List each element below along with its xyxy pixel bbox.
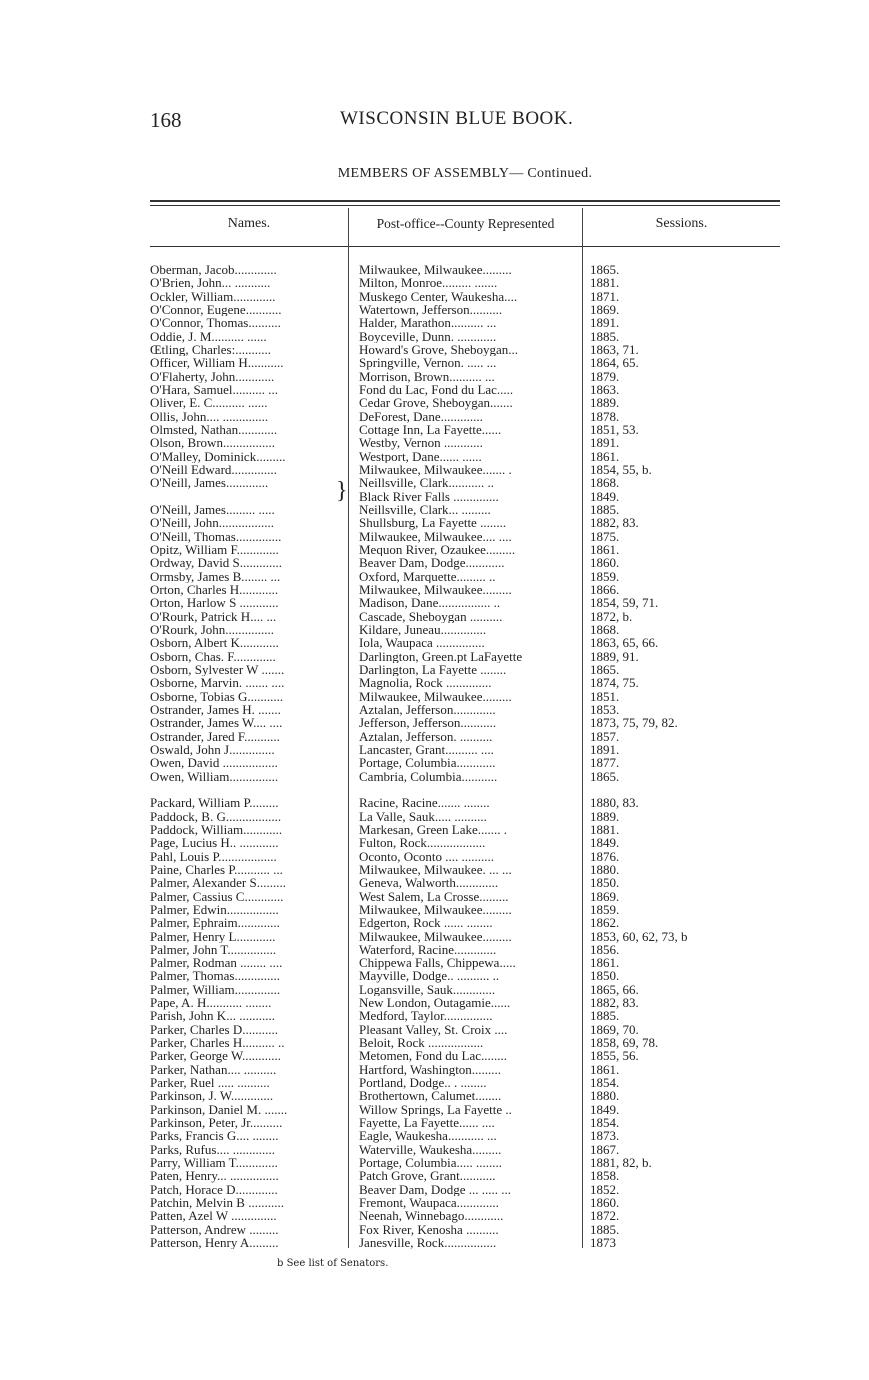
member-sessions: 1849. <box>590 489 620 504</box>
member-post-office: Milwaukee, Milwaukee....... . <box>359 462 512 477</box>
member-name: Ostrander, James H. ....... <box>150 702 281 717</box>
member-name: Ormsby, James B........ ... <box>150 569 281 583</box>
member-post-office: Pleasant Valley, St. Croix .... <box>359 1022 508 1037</box>
member-sessions: 1871. <box>590 289 620 304</box>
member-post-office: Magnolia, Rock .............. <box>359 676 492 690</box>
member-name: Patch, Horace D............. <box>150 1182 278 1197</box>
member-sessions: 1860. <box>590 556 620 570</box>
member-sessions: 1885. <box>590 1009 620 1023</box>
member-sessions: 1856. <box>590 942 620 957</box>
member-sessions: 1853, 60, 62, 73, b <box>590 929 688 943</box>
member-post-office: Cottage Inn, La Fayette...... <box>359 422 502 437</box>
member-name: Oliver, E. C.......... ...... <box>150 396 268 410</box>
member-name: O'Neill, James............. <box>150 476 269 490</box>
member-post-office: Darlington, Green.pt LaFayette <box>359 649 523 663</box>
member-sessions: 1868. <box>590 622 620 637</box>
member-name: Parkinson, Daniel M. ....... <box>150 1102 288 1117</box>
member-sessions: 1881. <box>590 822 620 837</box>
member-sessions: 1851. <box>590 689 620 703</box>
page-number: 168 <box>150 108 182 132</box>
column-header-sessions: Sessions. <box>655 216 708 231</box>
member-sessions: 1872. <box>590 1209 620 1223</box>
member-name: Orton, Charles H............ <box>150 582 279 597</box>
footnote: b See list of Senators. <box>277 1258 389 1269</box>
member-post-office: Fulton, Rock.................. <box>359 836 486 850</box>
member-sessions: 1861. <box>590 956 620 970</box>
member-sessions: 1880. <box>590 1089 620 1103</box>
member-name: Osborn, Chas. F............. <box>150 649 276 663</box>
member-sessions: 1862. <box>590 916 620 930</box>
member-name: Ordway, David S............. <box>150 556 283 570</box>
member-sessions: 1851, 53. <box>590 422 639 437</box>
member-post-office: Fayette, La Fayette...... .... <box>359 1116 495 1130</box>
member-sessions: 1889, 91. <box>590 649 639 663</box>
top-rule <box>150 200 780 202</box>
member-post-office: Kildare, Juneau.............. <box>359 622 487 637</box>
member-post-office: Brothertown, Calumet........ <box>359 1089 502 1103</box>
member-name: Opitz, William F............. <box>150 542 279 557</box>
member-name: Packard, William P......... <box>150 796 279 810</box>
member-sessions: 1877. <box>590 756 620 770</box>
top-rule-thin <box>150 205 780 206</box>
member-post-office: Milton, Monroe......... ....... <box>359 276 498 290</box>
member-post-office: West Salem, La Crosse......... <box>359 889 509 903</box>
member-sessions: 1867. <box>590 1142 620 1157</box>
member-post-office: Cascade, Sheboygan .......... <box>359 609 503 623</box>
member-name: O'Connor, Eugene........... <box>150 302 282 317</box>
member-sessions: 1865. <box>590 769 620 783</box>
member-name: Paine, Charles P........... ... <box>150 862 283 877</box>
member-name: Palmer, Cassius C............ <box>150 889 284 903</box>
member-post-office: Mayville, Dodge.. .......... .. <box>359 969 500 983</box>
member-post-office: Aztalan, Jefferson. .......... <box>359 729 493 743</box>
member-name: Palmer, Edwin................ <box>150 902 279 917</box>
member-name: Owen, David ................. <box>150 756 278 770</box>
member-sessions: 1882, 83. <box>590 996 639 1010</box>
member-name: Osborn, Albert K............ <box>150 636 279 650</box>
member-post-office: Milwaukee, Milwaukee......... <box>359 689 512 703</box>
member-post-office: Markesan, Green Lake....... . <box>359 822 507 837</box>
member-post-office: Chippewa Falls, Chippewa..... <box>359 956 516 970</box>
member-name: Ockler, William............. <box>150 289 276 304</box>
member-name: Parker, Charles H.......... .. <box>150 1036 285 1050</box>
member-sessions: 1852. <box>590 1182 620 1197</box>
member-sessions: 1875. <box>590 529 620 543</box>
member-post-office: Oconto, Oconto .... .......... <box>359 849 495 863</box>
member-post-office: Iola, Waupaca ............... <box>359 636 485 650</box>
column-header-post-office: Post-office--County Represented <box>376 216 555 231</box>
member-name: Paddock, William............ <box>150 822 283 837</box>
member-name: Parry, William T............. <box>150 1156 278 1170</box>
member-sessions: 1873. <box>590 1129 620 1143</box>
member-post-office: New London, Outagamie...... <box>359 996 511 1010</box>
member-post-office: Aztalan, Jefferson............. <box>359 702 496 717</box>
member-post-office: Cedar Grove, Sheboygan....... <box>359 396 513 410</box>
member-name: Patterson, Andrew ......... <box>150 1222 279 1237</box>
member-sessions: 1891. <box>590 436 620 450</box>
member-post-office: Neillsville, Clark........... .. <box>359 476 495 490</box>
member-sessions: 1868. <box>590 476 620 490</box>
member-name: Parish, John K... ........... <box>150 1009 275 1023</box>
member-name: Pape, A. H........... ........ <box>150 996 272 1010</box>
member-name: Palmer, Rodman ........ .... <box>150 956 283 970</box>
member-post-office: Darlington, La Fayette ........ <box>359 662 507 677</box>
member-post-office: Edgerton, Rock ...... ........ <box>359 916 493 930</box>
member-post-office: Oxford, Marquette......... .. <box>359 569 496 583</box>
member-sessions: 1861. <box>590 542 620 557</box>
member-name: O'Neill Edward.............. <box>150 462 277 477</box>
member-sessions: 1860. <box>590 1196 620 1210</box>
member-sessions: 1863, 65, 66. <box>590 636 659 650</box>
member-post-office: Portage, Columbia............ <box>359 756 496 770</box>
member-sessions: 1869, 70. <box>590 1022 639 1037</box>
member-sessions: 1873 <box>590 1236 616 1250</box>
member-post-office: Morrison, Brown.......... ... <box>359 369 495 384</box>
member-post-office: Metomen, Fond du Lac........ <box>359 1049 508 1063</box>
member-sessions: 1866. <box>590 582 620 597</box>
member-post-office: Patch Grove, Grant........... <box>359 1169 496 1183</box>
member-sessions: 1864, 65. <box>590 356 639 370</box>
member-name: Palmer, William.............. <box>150 982 281 997</box>
member-sessions: 1885. <box>590 329 620 344</box>
member-name: O'Neill, Thomas.............. <box>150 529 282 543</box>
member-sessions: 1863. <box>590 382 620 397</box>
member-name: Parkinson, Peter, Jr.......... <box>150 1116 283 1130</box>
member-name: Palmer, John T............... <box>150 942 277 957</box>
member-post-office: Janesville, Rock................ <box>359 1236 497 1250</box>
member-post-office: Howard's Grove, Sheboygan... <box>359 342 519 357</box>
member-sessions: 1855, 56. <box>590 1049 639 1063</box>
member-name: Palmer, Henry L............ <box>150 929 276 943</box>
member-post-office: Medford, Taylor............... <box>359 1009 493 1023</box>
book-title: WISCONSIN BLUE BOOK. <box>340 108 574 129</box>
member-sessions: 1880, 83. <box>590 796 639 810</box>
member-name: Osborn, Sylvester W ....... <box>150 662 285 677</box>
member-sessions: 1869. <box>590 889 620 903</box>
member-post-office: Waterford, Racine............. <box>359 942 497 957</box>
member-sessions: 1858. <box>590 1169 620 1183</box>
member-post-office: Milwaukee, Milwaukee......... <box>359 582 512 597</box>
member-post-office: Madison, Dane................ .. <box>359 596 501 610</box>
member-name: Ostrander, James W.... .... <box>150 716 283 730</box>
member-post-office: Black River Falls .............. <box>359 489 499 504</box>
member-sessions: 1882, 83. <box>590 516 639 530</box>
member-sessions: 1880. <box>590 862 620 877</box>
member-name: Paten, Henry... ............... <box>150 1169 279 1183</box>
member-sessions: 1849. <box>590 836 620 850</box>
member-post-office: Fond du Lac, Fond du Lac..... <box>359 382 514 397</box>
member-name: Parks, Rufus.... ............. <box>150 1142 275 1157</box>
member-sessions: 1854, 59, 71. <box>590 596 659 610</box>
member-post-office: Jefferson, Jefferson........... <box>359 716 497 730</box>
member-post-office: Boyceville, Dunn. ............ <box>359 329 497 344</box>
member-name: O'Rourk, John............... <box>150 622 275 637</box>
member-name: Parks, Francis G.... ........ <box>150 1129 279 1143</box>
member-post-office: Milwaukee, Milwaukee......... <box>359 929 512 943</box>
member-sessions: 1854. <box>590 1116 620 1130</box>
member-post-office: Milwaukee, Milwaukee......... <box>359 902 512 917</box>
member-post-office: Beaver Dam, Dodge ... ..... ... <box>359 1182 511 1197</box>
member-sessions: 1861. <box>590 449 620 464</box>
member-post-office: Westby, Vernon ............ <box>359 436 483 450</box>
member-name: O'Hara, Samuel.......... ... <box>150 382 278 397</box>
member-name: Ollis, John.... .............. <box>150 409 269 424</box>
member-name: Oddie, J. M.......... ...... <box>150 329 267 344</box>
member-sessions: 1857. <box>590 729 620 743</box>
member-sessions: 1881, 82, b. <box>590 1156 652 1170</box>
member-name: Œtling, Charles:........... <box>150 342 271 357</box>
column-divider-2 <box>582 208 583 1248</box>
member-sessions: 1879. <box>590 369 620 384</box>
member-post-office: Racine, Racine....... ........ <box>359 796 490 810</box>
member-name: Palmer, Ephraim............. <box>150 916 280 930</box>
member-name: O'Rourk, Patrick H.... ... <box>150 609 277 623</box>
column-divider-1 <box>348 208 349 1248</box>
member-name: Page, Lucius H.. ............ <box>150 836 279 850</box>
member-sessions: 1850. <box>590 969 620 983</box>
member-name: O'Malley, Dominick......... <box>150 449 286 464</box>
member-post-office: Beaver Dam, Dodge............ <box>359 556 505 570</box>
member-post-office: Portland, Dodge.. . ........ <box>359 1076 487 1090</box>
member-name: O'Brien, John... ........... <box>150 276 271 290</box>
member-name: Olson, Brown................ <box>150 436 275 450</box>
member-name: Palmer, Thomas.............. <box>150 969 280 983</box>
member-post-office: Portage, Columbia..... ........ <box>359 1156 502 1170</box>
member-post-office: Neenah, Winnebago............ <box>359 1209 504 1223</box>
member-sessions: 1853. <box>590 702 620 717</box>
member-name: Osborne, Tobias G........... <box>150 689 284 703</box>
member-name: Officer, William H........... <box>150 356 284 370</box>
member-post-office: Fox River, Kenosha .......... <box>359 1222 499 1237</box>
page-header <box>150 108 780 136</box>
member-post-office: Shullsburg, La Fayette ........ <box>359 516 507 530</box>
member-post-office: Milwaukee, Milwaukee......... <box>359 263 512 277</box>
member-sessions: 1854, 55, b. <box>590 462 652 477</box>
member-post-office: Fremont, Waupaca............. <box>359 1196 499 1210</box>
member-sessions: 1865. <box>590 662 620 677</box>
member-sessions: 1859. <box>590 569 620 583</box>
member-name: Patten, Azel W .............. <box>150 1209 277 1223</box>
member-sessions: 1889. <box>590 809 620 823</box>
member-name: Patterson, Henry A......... <box>150 1236 279 1250</box>
header-rule <box>150 246 780 247</box>
member-sessions: 1869. <box>590 302 620 317</box>
member-name: Oberman, Jacob............. <box>150 263 277 277</box>
member-sessions: 1854. <box>590 1076 620 1090</box>
member-name: Olmsted, Nathan............ <box>150 422 278 437</box>
member-name: Parker, Nathan.... .......... <box>150 1062 277 1077</box>
member-sessions: 1863, 71. <box>590 342 639 357</box>
member-post-office: Springville, Vernon. ..... ... <box>359 356 497 370</box>
member-post-office: Milwaukee, Milwaukee.... .... <box>359 529 512 543</box>
member-name: Parker, Ruel ..... .......... <box>150 1076 270 1090</box>
member-post-office: Mequon River, Ozaukee......... <box>359 542 516 557</box>
member-post-office: Lancaster, Grant.......... .... <box>359 742 494 757</box>
member-name: O'Neill, John................. <box>150 516 275 530</box>
member-sessions: 1891. <box>590 316 620 330</box>
member-sessions: 1885. <box>590 1222 620 1237</box>
member-post-office: Waterville, Waukesha......... <box>359 1142 502 1157</box>
member-post-office: Logansville, Sauk............. <box>359 982 496 997</box>
member-post-office: Watertown, Jefferson.......... <box>359 302 503 317</box>
member-name: Ostrander, Jared F........... <box>150 729 280 743</box>
member-name: Osborne, Marvin. ....... .... <box>150 676 285 690</box>
member-name: Paddock, B. G................. <box>150 809 282 823</box>
member-sessions: 1874, 75. <box>590 676 639 690</box>
member-post-office: Eagle, Waukesha........... ... <box>359 1129 497 1143</box>
member-name: O'Connor, Thomas.......... <box>150 316 281 330</box>
member-sessions: 1881. <box>590 276 620 290</box>
member-sessions: 1849. <box>590 1102 620 1117</box>
member-sessions: 1865, 66. <box>590 982 639 997</box>
member-post-office: Beloit, Rock ................. <box>359 1036 484 1050</box>
member-sessions: 1885. <box>590 502 620 517</box>
member-name: Parker, George W............ <box>150 1049 282 1063</box>
member-sessions: 1850. <box>590 876 620 890</box>
member-sessions: 1861. <box>590 1062 620 1077</box>
member-name: O'Neill, James......... ..... <box>150 502 275 517</box>
member-name: Parkinson, J. W............. <box>150 1089 274 1103</box>
member-post-office: La Valle, Sauk..... .......... <box>359 809 487 823</box>
member-post-office: Muskego Center, Waukesha.... <box>359 289 518 304</box>
member-post-office: Milwaukee, Milwaukee. ... ... <box>359 862 512 877</box>
member-sessions: 1889. <box>590 396 620 410</box>
member-sessions: 1876. <box>590 849 620 863</box>
member-post-office: Willow Springs, La Fayette .. <box>359 1102 512 1117</box>
member-name: Oswald, John J.............. <box>150 742 275 757</box>
member-name: Parker, Charles D........... <box>150 1022 279 1037</box>
member-name: O'Flaherty, John............ <box>150 369 275 384</box>
member-name: Patchin, Melvin B ........... <box>150 1196 284 1210</box>
brace-mark: } <box>336 478 348 504</box>
member-post-office: Neillsville, Clark... ......... <box>359 502 491 517</box>
member-sessions: 1873, 75, 79, 82. <box>590 716 678 730</box>
member-name: Pahl, Louis P.................. <box>150 849 277 863</box>
member-name: Orton, Harlow S ............ <box>150 596 279 610</box>
member-sessions: 1865. <box>590 263 620 277</box>
member-sessions: 1878. <box>590 409 620 424</box>
member-name: Palmer, Alexander S......... <box>150 876 286 890</box>
column-header-names: Names. <box>227 216 271 231</box>
section-title: MEMBERS OF ASSEMBLY— Continued. <box>337 166 593 181</box>
member-post-office: Geneva, Walworth............. <box>359 876 499 890</box>
member-sessions: 1858, 69, 78. <box>590 1036 659 1050</box>
member-post-office: Westport, Dane...... ...... <box>359 449 482 464</box>
member-sessions: 1859. <box>590 902 620 917</box>
member-post-office: Halder, Marathon.......... ... <box>359 316 497 330</box>
member-name: Owen, William............... <box>150 769 279 783</box>
member-post-office: Cambria, Columbia........... <box>359 769 498 783</box>
member-sessions: 1872, b. <box>590 609 633 623</box>
member-sessions: 1891. <box>590 742 620 757</box>
member-post-office: DeForest, Dane............. <box>359 409 483 424</box>
member-post-office: Hartford, Washington......... <box>359 1062 502 1077</box>
